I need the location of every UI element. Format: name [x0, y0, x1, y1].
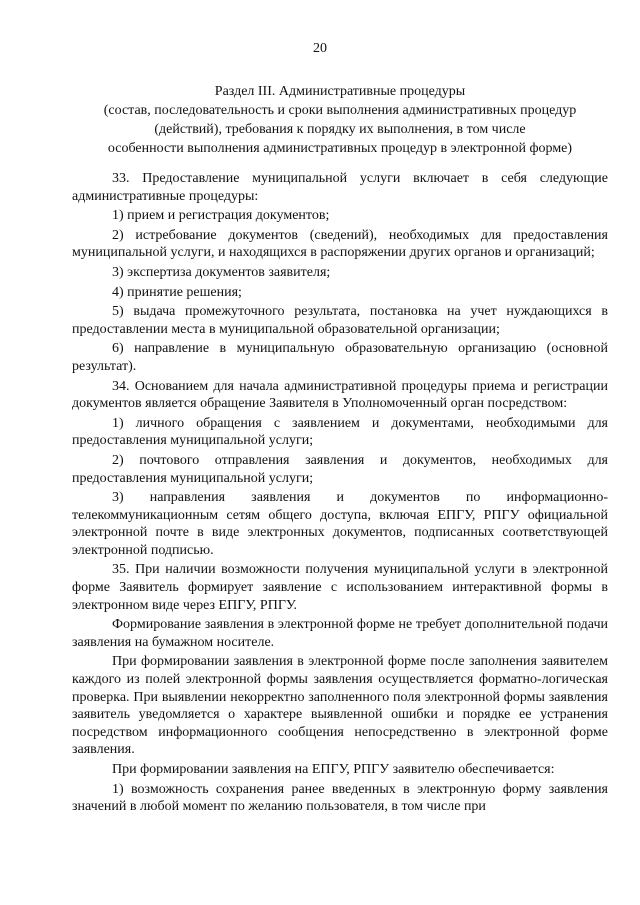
list-item: 5) выдача промежуточного результата, постановка на учет нуждающихся в предоставлении места в муниципальной образовательной организации; — [72, 304, 608, 337]
section-subtitle-line: (состав, последовательность и сроки выполнения административных процедур — [103, 103, 577, 118]
list-item: 2) истребование документов (сведений), необходимых для предоставления муниципальной услуги, и находящихся в распоряжении других органов и организаций; — [72, 227, 608, 261]
list-item: 6) направление в муниципальную образовательную организацию (основной результат). — [72, 341, 608, 374]
page-number: 20 — [313, 41, 327, 56]
paragraph: При формировании заявления в электронной форме после заполнения заявителем каждого из полей электронной формы заявления осуществляется форматно-логическая проверка. При выявлении некорректно заполненного поля электронной формы заявления заявитель уведомляется о характере выявленной ошибки и порядке ее устранения посредством информационного сообщения непосредственно в электронной форме заявления. — [72, 654, 608, 758]
paragraph: При формировании заявления на ЕПГУ, РПГУ заявителю обеспечивается: — [112, 762, 555, 777]
paragraph-33: 33. Предоставление муниципальной услуги включает в себя следующие административные процедуры: — [72, 171, 608, 204]
paragraph-34: 34. Основанием для начала административной процедуры приема и регистрации документов является обращение Заявителя в Уполномоченный орган посредством: — [72, 378, 608, 412]
list-item: 1) личного обращения с заявлением и документами, необходимыми для предоставления муниципальной услуги; — [72, 415, 608, 449]
list-item: 3) направления заявления и документов по информационно-телекоммуникационным сетям общего доступа, включая ЕПГУ, РПГУ официальной электронной почте в виде электронных документов, подписанных соответствующей электронной подписью. — [72, 490, 608, 558]
paragraph: Формирование заявления в электронной форме не требует дополнительной подачи заявления на бумажном носителе. — [72, 617, 608, 650]
list-item: 3) экспертиза документов заявителя; — [112, 264, 331, 280]
section-subtitle-line: особенности выполнения административных процедур в электронной форме) — [107, 141, 573, 156]
document-body — [72, 170, 608, 816]
section-heading — [70, 82, 610, 158]
list-item: 1) возможность сохранения ранее введенных в электронную форму заявления значений в любой момент по желанию пользователя, в том числе при — [72, 781, 608, 815]
section-title: Раздел III. Административные процедуры — [214, 84, 466, 99]
list-item: 4) принятие решения; — [112, 284, 242, 300]
paragraph-35: 35. При наличии возможности получения муниципальной услуги в электронной форме Заявитель формирует заявление с использованием интерактивной формы в электронном виде через ЕПГУ, РПГУ. — [72, 562, 608, 613]
list-item: 1) прием и регистрация документов; — [112, 208, 330, 224]
list-item: 2) почтового отправления заявления и документов, необходимых для предоставления муниципальной услуги; — [72, 452, 608, 486]
section-subtitle-line: (действий), требования к порядку их выполнения, в том числе — [154, 122, 526, 137]
